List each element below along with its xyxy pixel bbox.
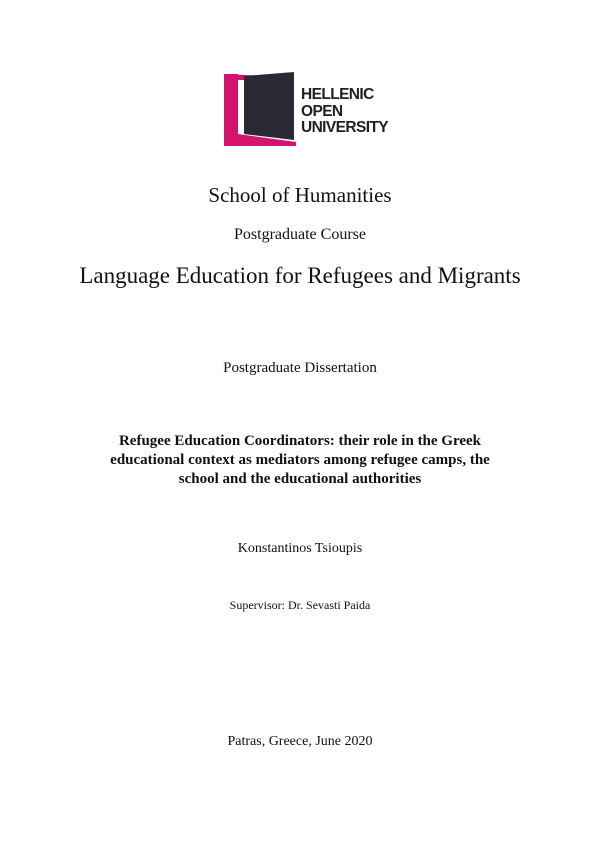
place-date: Patras, Greece, June 2020 — [227, 734, 373, 749]
supervisor-line: Supervisor: Dr. Sevasti Paida — [229, 598, 371, 612]
program-name: Language Education for Refugees and Migrants — [79, 263, 521, 288]
logo-line-open: OPEN — [301, 102, 343, 120]
document-type: Postgraduate Dissertation — [223, 360, 377, 376]
logo-line-hellenic: HELLENIC — [301, 86, 374, 103]
dissertation-title — [0, 432, 600, 489]
school-name: School of Humanities — [208, 183, 392, 207]
hou-logo-icon — [224, 70, 296, 146]
logo-line-university: UNIVERSITY — [301, 119, 389, 136]
title-line: educational context as mediators among refugee camps, the — [110, 452, 490, 468]
university-logo — [224, 70, 394, 146]
course-label: Postgraduate Course — [234, 226, 366, 243]
author-name: Konstantinos Tsioupis — [237, 541, 363, 556]
logo-wordmark — [301, 87, 388, 137]
title-line: Refugee Education Coordinators: their role in the Greek — [118, 433, 482, 449]
title-line: school and the educational authorities — [178, 471, 422, 487]
